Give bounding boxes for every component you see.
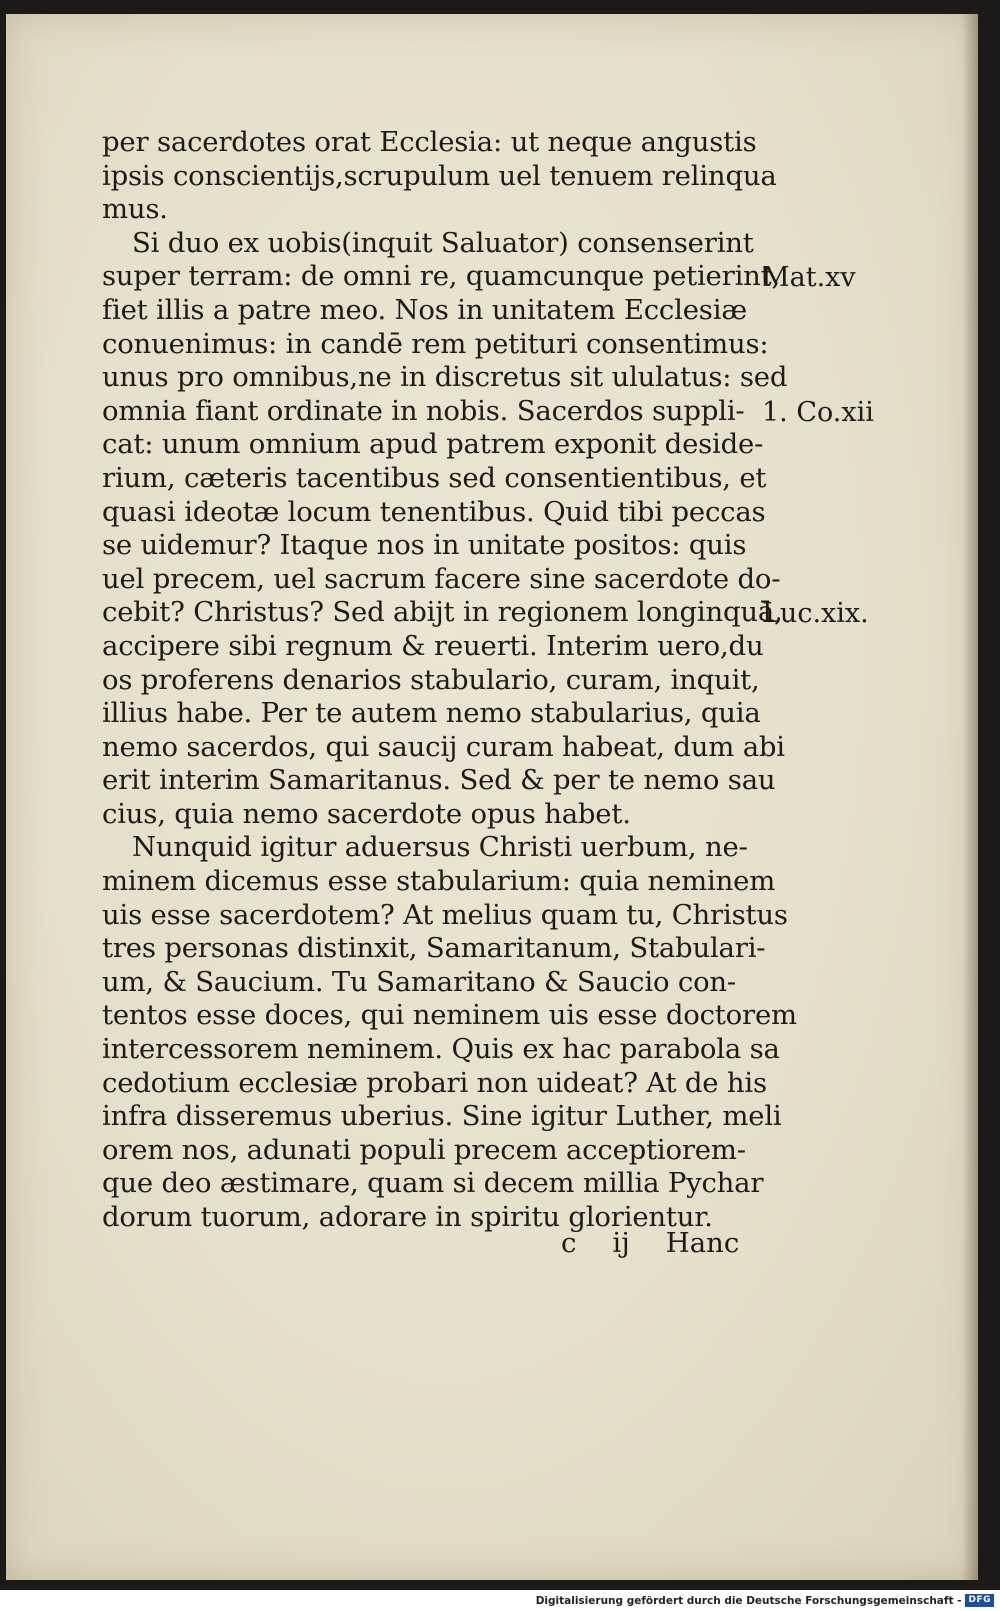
text-line: que deo æstimare, quam si decem millia Pychar	[102, 1167, 764, 1200]
text-line: minem dicemus esse stabularium: quia neminem	[102, 865, 776, 898]
text-line: tentos esse doces, qui neminem uis esse doctorem	[102, 999, 797, 1032]
text-line: Nunquid igitur aduersus Christi uerbum, ne-	[132, 831, 748, 864]
text-line: dorum tuorum, adorare in spiritu glorientur.	[102, 1201, 713, 1233]
text-line: erit interim Samaritanus. Sed & per te nemo sau	[102, 764, 776, 797]
text-line: infra disseremus uberius. Sine igitur Luther, meli	[102, 1100, 782, 1133]
digitization-credit	[536, 1594, 994, 1607]
text-line: accipere sibi regnum & reuerti. Interim uero,du	[102, 629, 764, 662]
text-line: cebit? Christus? Sed abijt in regionem longinquā,	[102, 596, 783, 629]
text-line: conuenimus: in candē rem petituri consentimus:	[102, 327, 769, 360]
catchword: Hanc	[665, 1227, 740, 1259]
margin-note-luc: Luc.xix.	[762, 598, 869, 629]
body-text	[102, 126, 797, 1235]
margin-note-mat: Mat.xv	[762, 262, 856, 293]
dfg-logo: DFG	[965, 1594, 994, 1607]
text-line: unus pro omnibus,ne in discretus sit ululatus: sed	[102, 361, 788, 394]
text-line: um, & Saucium. Tu Samaritano & Saucio con-	[102, 965, 737, 998]
text-line: intercessorem neminem. Quis ex hac parabola sa	[102, 1033, 780, 1066]
text-line: quasi ideotæ locum tenentibus. Quid tibi peccas	[102, 495, 766, 528]
signature-number: ij	[612, 1227, 630, 1259]
credit-text: Digitalisierung gefördert durch die Deutsche Forschungsgemeinschaft -	[535, 1594, 962, 1607]
text-line: orem nos, adunati populi precem acceptiorem-	[102, 1133, 746, 1166]
text-line: uis esse sacerdotem? At melius quam tu, Christus	[102, 898, 788, 931]
text-line: cedotium ecclesiæ probari non uideat? At de his	[102, 1066, 767, 1099]
text-line: rium, cæteris tacentibus sed consentientibus, et	[102, 461, 767, 494]
text-line: omnia fiant ordinate in nobis. Sacerdos suppli-	[102, 394, 745, 427]
signature-mark: c	[561, 1227, 577, 1259]
text-line: illius habe. Per te autem nemo stabularius, quia	[102, 697, 761, 730]
text-line: mus.	[102, 193, 168, 226]
signature-line	[561, 1227, 739, 1259]
text-line: super terram: de omni re, quamcunque petierint,	[102, 260, 781, 293]
text-line: uel precem, uel sacrum facere sine sacerdote do-	[102, 562, 781, 595]
page-edge-shadow	[962, 14, 978, 1580]
text-line: Si duo ex uobis(inquit Saluator) consenserint	[132, 226, 754, 259]
text-line: os proferens denarios stabulario, curam, inquit,	[102, 663, 760, 696]
text-line: se uidemur? Itaque nos in unitate positos: quis	[102, 529, 747, 562]
text-line: cat: unum omnium apud patrem exponit deside-	[102, 428, 764, 461]
text-line: per sacerdotes orat Ecclesia: ut neque angustis	[102, 126, 757, 158]
text-line: ipsis conscientijs,scrupulum uel tenuem relinqua	[102, 159, 777, 192]
text-line: tres personas distinxit, Samaritanum, Stabulari-	[102, 932, 766, 965]
book-page	[6, 14, 978, 1580]
margin-note-cor: 1. Co.xii	[762, 397, 874, 428]
text-line: cius, quia nemo sacerdote opus habet.	[102, 797, 631, 830]
text-line: nemo sacerdos, qui saucij curam habeat, dum abi	[102, 730, 785, 763]
text-line: fiet illis a patre meo. Nos in unitatem Ecclesiæ	[102, 293, 747, 326]
